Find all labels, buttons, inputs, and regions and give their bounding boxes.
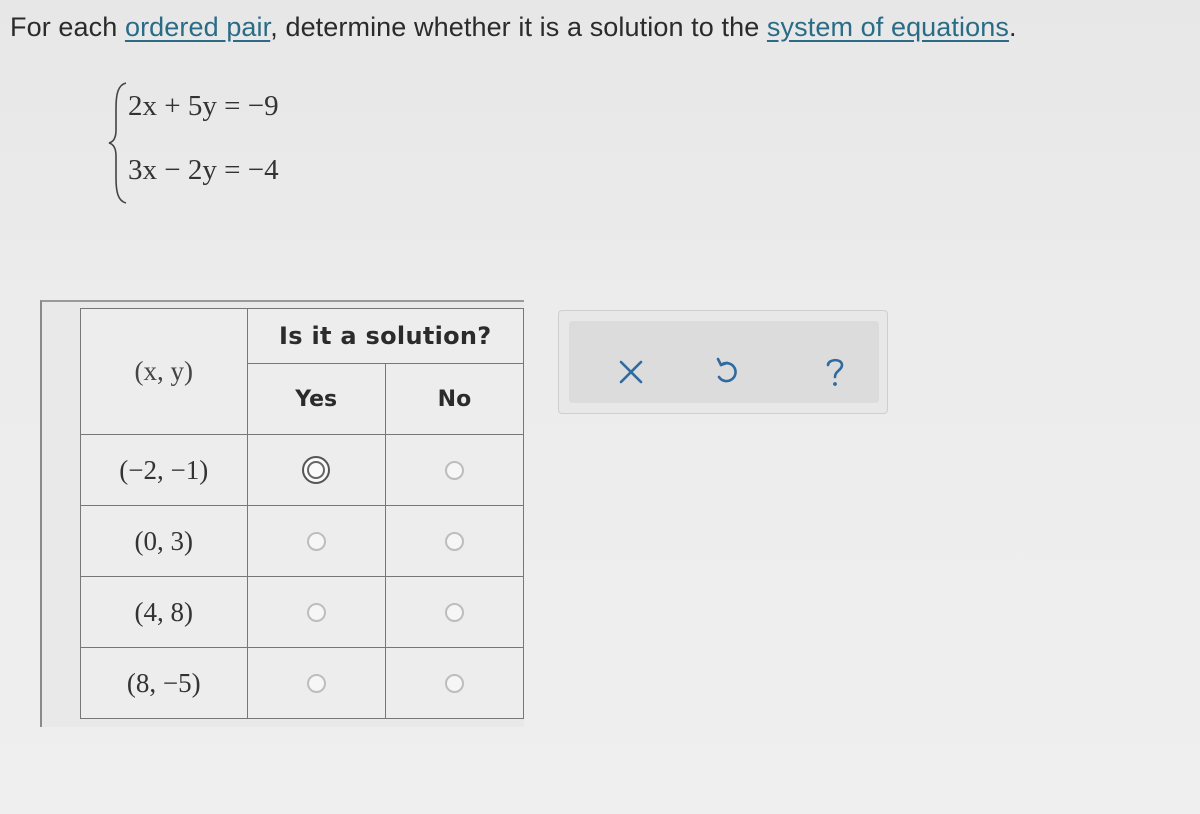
yes-cell: [247, 506, 385, 577]
clear-button[interactable]: [611, 351, 651, 391]
no-radio-button[interactable]: [445, 674, 464, 693]
yes-radio-button[interactable]: [307, 674, 326, 693]
no-radio-button[interactable]: [445, 461, 464, 480]
table-row: [81, 435, 524, 506]
answer-toolbar: [558, 310, 888, 414]
yes-radio-button[interactable]: [307, 603, 326, 622]
no-radio-button[interactable]: [445, 532, 464, 551]
toolbar-panel: [569, 321, 879, 403]
answer-table: [80, 308, 524, 719]
help-button[interactable]: [815, 351, 855, 391]
undo-button[interactable]: [707, 351, 747, 391]
ordered-pair-cell: (4, 8): [81, 577, 248, 648]
question-prompt: [10, 12, 1017, 43]
solution-header: Is it a solution?: [247, 309, 523, 364]
ordered-pair-link[interactable]: ordered pair: [124, 12, 271, 42]
table-row: [81, 577, 524, 648]
no-cell: [385, 435, 523, 506]
no-cell: [385, 648, 523, 719]
yes-radio-button[interactable]: [302, 456, 330, 484]
help-icon: [815, 351, 855, 391]
ordered-pair-cell: (0, 3): [81, 506, 248, 577]
answer-table-container: [40, 300, 524, 727]
yes-column-header: Yes: [247, 364, 385, 435]
undo-icon: [707, 351, 747, 391]
system-of-equations-link[interactable]: system of equations: [766, 12, 1009, 42]
table-row: [81, 506, 524, 577]
ordered-pair-cell: (−2, −1): [81, 435, 248, 506]
equation-1: 2x + 5y = −9: [128, 90, 279, 122]
prompt-text-middle: , determine whether it is a solution to the: [270, 12, 767, 42]
yes-radio-button[interactable]: [307, 532, 326, 551]
pair-column-header: (x, y): [81, 309, 248, 435]
equation-system: [108, 80, 368, 210]
no-column-header: No: [385, 364, 523, 435]
table-row: [81, 648, 524, 719]
prompt-text-end: .: [1008, 12, 1017, 42]
clear-x-icon: [611, 351, 651, 391]
prompt-text-start: For each: [10, 12, 125, 42]
no-cell: [385, 577, 523, 648]
yes-cell: [247, 648, 385, 719]
no-cell: [385, 506, 523, 577]
no-radio-button[interactable]: [445, 603, 464, 622]
left-brace-icon: [108, 80, 130, 206]
ordered-pair-cell: (8, −5): [81, 648, 248, 719]
equation-2: 3x − 2y = −4: [128, 154, 279, 186]
yes-cell: [247, 577, 385, 648]
yes-cell: [247, 435, 385, 506]
